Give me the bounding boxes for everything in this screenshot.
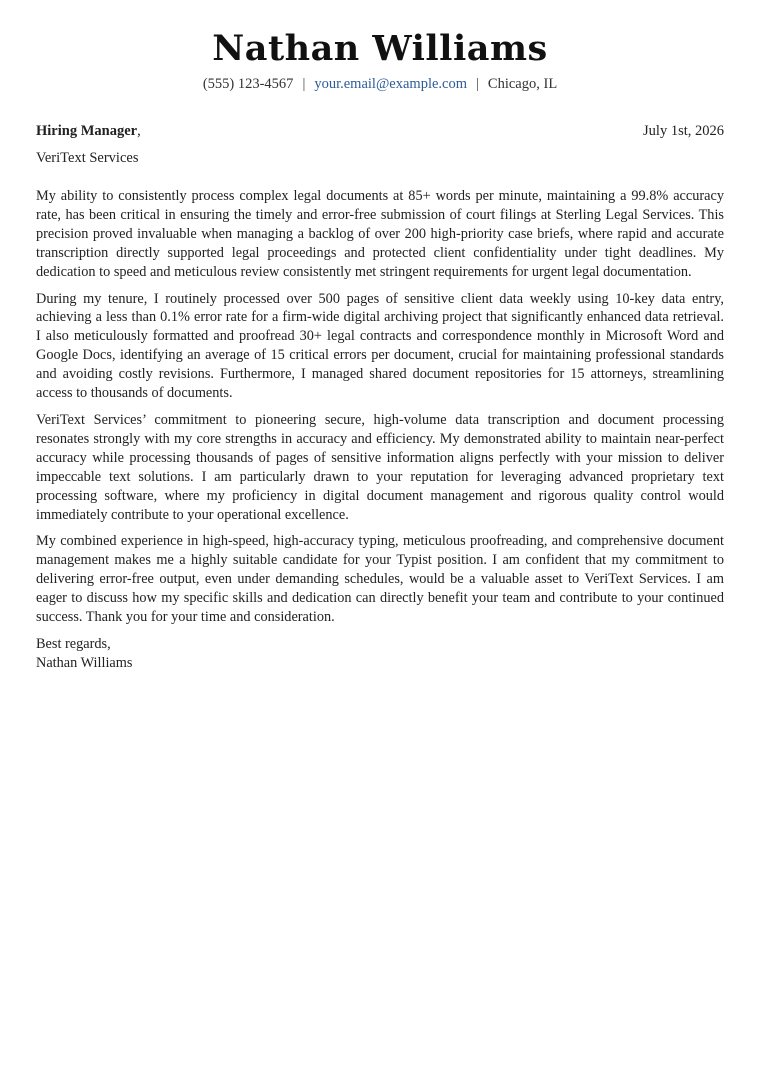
recipient-company: VeriText Services bbox=[36, 150, 139, 166]
body-paragraph-1: My ability to consistently process complex legal documents at 85+ words per minute, maintaining a 99.8% accuracy rate, has been critical in ensuring the timely and error-free submission of court filings at Sterling Legal Services. This precision proved invaluable when managing a backlog of over 200 high-priority case briefs, where rapid and accurate transcription directly supported legal proceedings and protected client confidentiality under tight deadlines. My dedication to speed and meticulous review consistently met stringent requirements for urgent legal documentation. bbox=[36, 188, 724, 280]
closing-signature: Nathan Williams bbox=[36, 654, 133, 671]
letter-closing bbox=[36, 635, 724, 673]
email-link[interactable]: your.email@example.com bbox=[314, 76, 468, 92]
contact-separator: | bbox=[476, 76, 479, 92]
closing-salutation: Best regards, bbox=[36, 635, 111, 652]
body-paragraph-2: During my tenure, I routinely processed over 500 pages of sensitive client data weekly using 10-key data entry, achieving a less than 0.1% error rate for a firm-wide digital archiving project that significantly enhanced data retrieval. I also meticulously formatted and proofread 30+ legal contracts and correspondence monthly in Microsoft Word and Google Docs, identifying an average of 15 critical errors per document, crucial for maintaining professional standards and avoiding costly revisions. Furthermore, I managed shared document repositories for 15 attorneys, streamlining access to thousands of documents. bbox=[36, 290, 724, 402]
recipient bbox=[36, 121, 141, 141]
body-paragraph-3: VeriText Services’ commitment to pioneering secure, high-volume data transcription and document processing resonates strongly with my core strengths in accuracy and efficiency. My demonstrated ability to maintain near-perfect accuracy while processing thousands of pages of sensitive information aligns perfectly with your mission to deliver impeccable text solutions. I am particularly drawn to your reputation for leveraging advanced proprietary text processing software, where my proficiency in digital document management and rigorous quality control would immediately contribute to your operational excellence. bbox=[36, 411, 724, 523]
body-paragraph-4: My combined experience in high-speed, high-accuracy typing, meticulous proofreading, and comprehensive document management makes me a highly suitable candidate for your Typist position. I am confident that my commitment to delivering error-free output, even under demanding schedules, would be a valuable asset to VeriText Services. I am eager to discuss how my specific skills and dedication can directly benefit your team and contribute to your continued success. Thank you for your time and consideration. bbox=[36, 533, 724, 626]
location: Chicago, IL bbox=[487, 76, 558, 92]
addressee-row bbox=[36, 121, 724, 141]
applicant-name: Nathan Williams bbox=[212, 28, 548, 69]
recipient-suffix: , bbox=[137, 123, 141, 139]
recipient-name: Hiring Manager bbox=[36, 123, 138, 139]
contact-separator: | bbox=[302, 76, 306, 92]
letter-body bbox=[36, 187, 724, 627]
letter-date: July 1st, 2026 bbox=[643, 123, 724, 139]
phone-number: (555) 123-4567 bbox=[202, 76, 294, 92]
contact-line bbox=[36, 76, 724, 93]
